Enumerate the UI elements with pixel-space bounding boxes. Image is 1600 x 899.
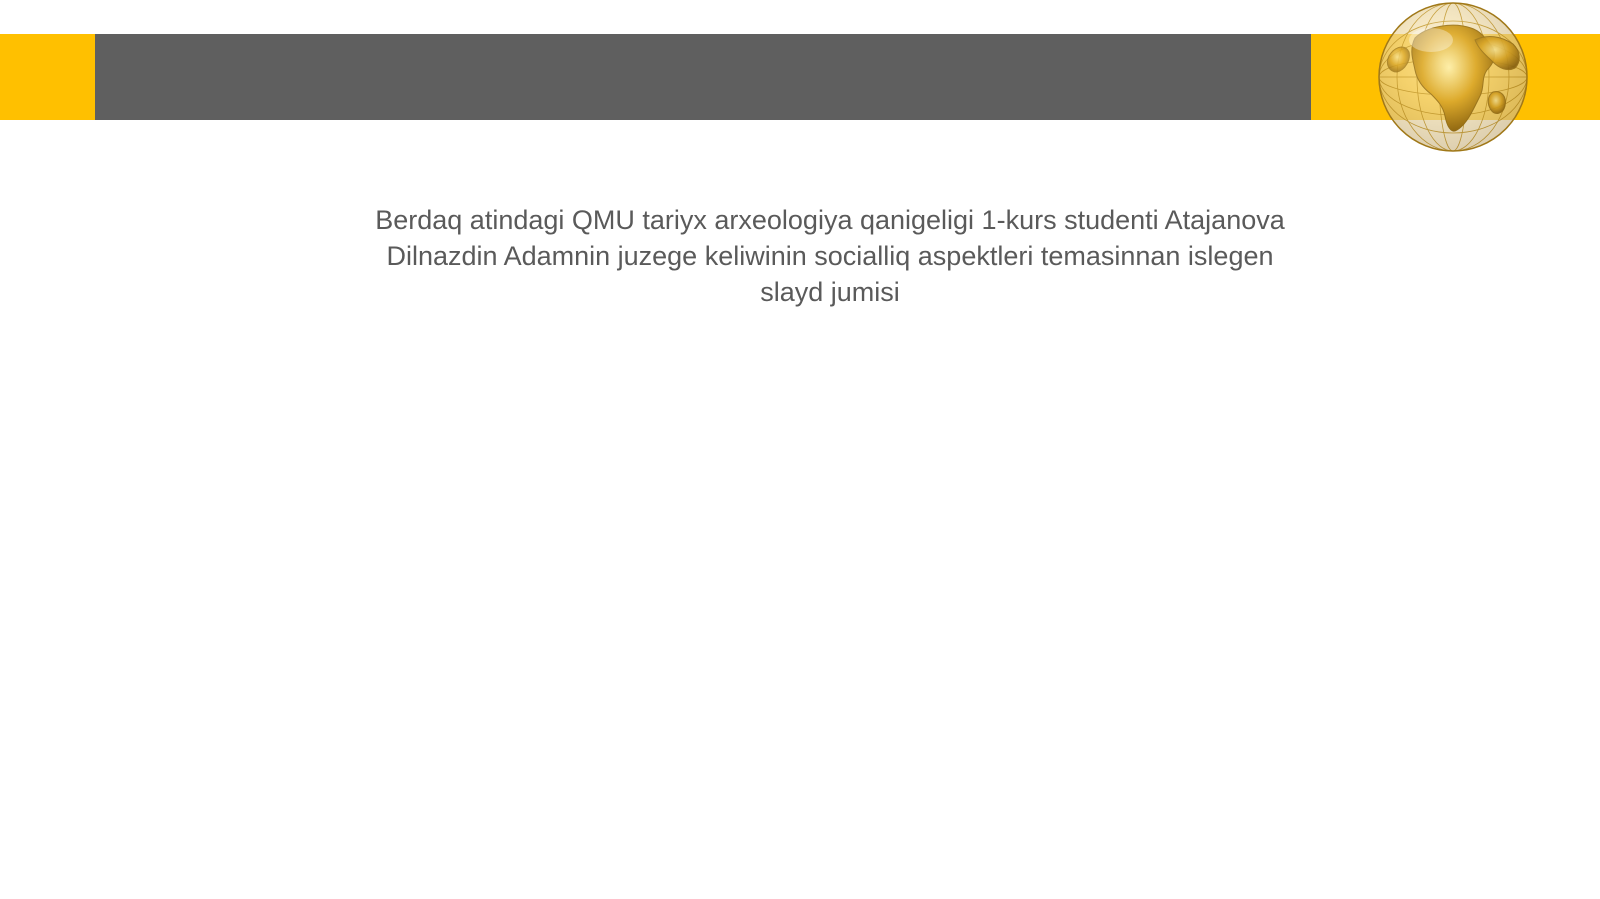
globe-icon <box>1375 0 1531 154</box>
header-band-dark <box>95 34 1311 120</box>
header-band-left <box>0 34 95 120</box>
slide-body-text: Berdaq atindagi QMU tariyx arxeologiya qanigeligi 1-kurs studenti Atajanova Dilnazdin Adamnin juzege keliwinin socialliq aspektleri temasinnan islegen slayd jumisi <box>375 205 1285 307</box>
